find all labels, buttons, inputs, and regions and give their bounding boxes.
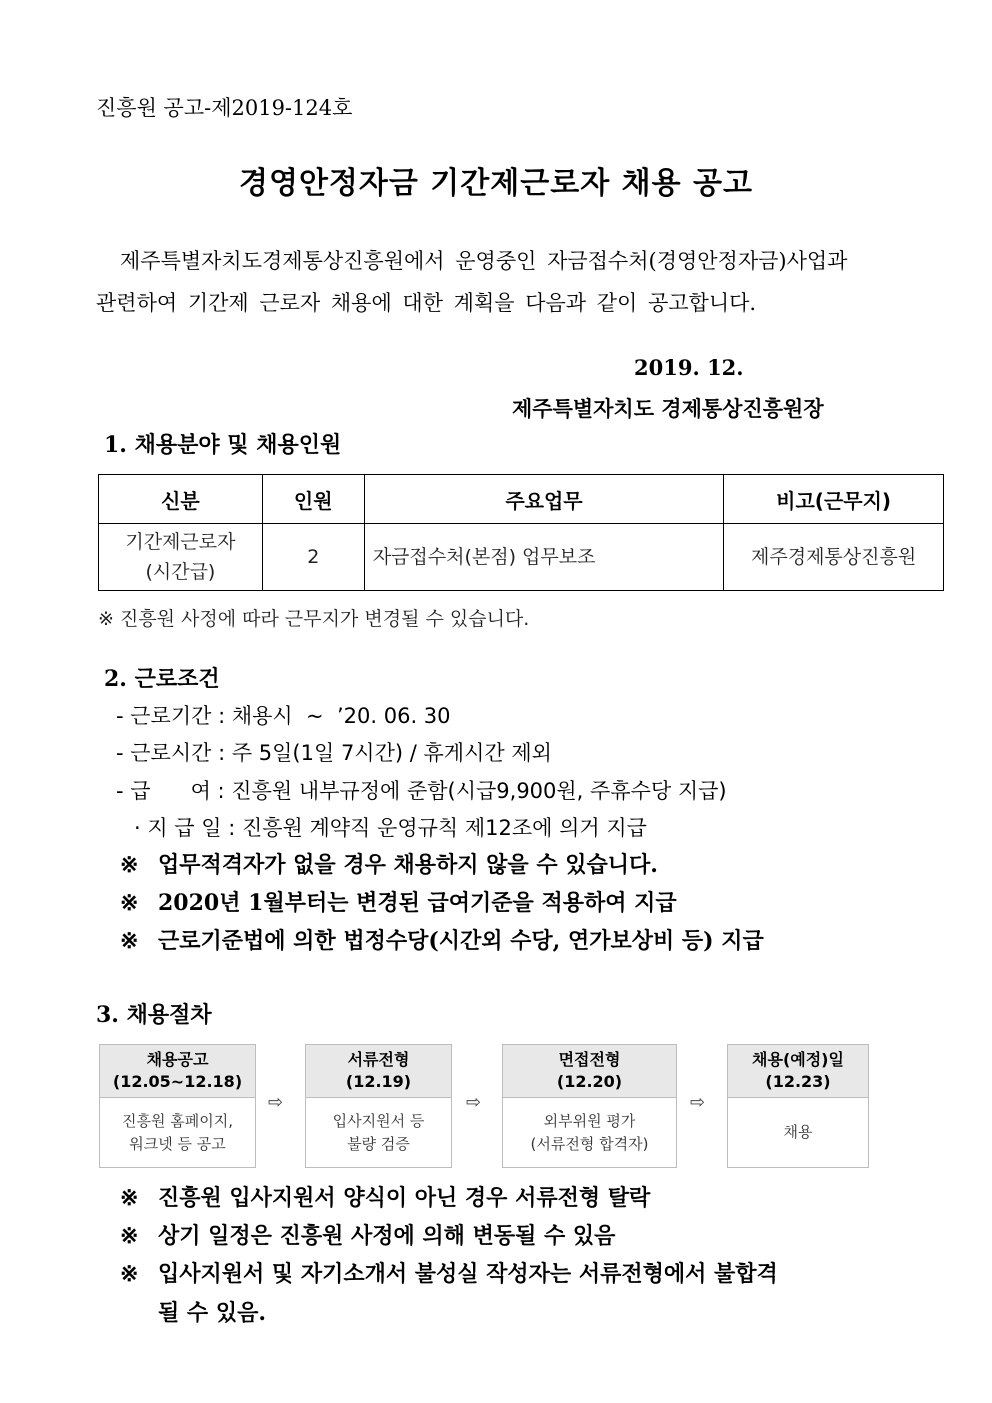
condition-note-3 xyxy=(120,924,764,955)
note-mark: ※ xyxy=(120,1261,139,1287)
step-hiring-date xyxy=(727,1044,869,1168)
step-desc: 외부위원 평가 xyxy=(543,1111,636,1130)
procedure-note-1 xyxy=(120,1181,650,1212)
step-period: (12.23) xyxy=(765,1072,831,1091)
intro-line-1: 제주특별자치도경제통상진흥원에서 운영중인 자금접수처(경영안정자금)사업과 xyxy=(120,249,848,273)
note-text: 업무적격자가 없을 경우 채용하지 않을 수 있습니다. xyxy=(158,852,658,878)
page-title: 경영안정자금 기간제근로자 채용 공고 xyxy=(238,166,753,201)
step-period: (12.05~12.18) xyxy=(112,1072,243,1091)
procedure-note-3 xyxy=(120,1257,778,1288)
step-desc: 워크넷 등 공고 xyxy=(129,1134,226,1153)
arrow-right-icon: ⇨ xyxy=(466,1092,482,1113)
table-row xyxy=(99,524,944,591)
note-mark: ※ xyxy=(120,928,139,954)
step-interview xyxy=(502,1044,677,1168)
cell-count: 2 xyxy=(262,524,364,591)
intro-paragraph xyxy=(96,240,911,324)
step-title: 서류전형 xyxy=(347,1050,410,1069)
note-text: 상기 일정은 진흥원 사정에 의해 변동될 수 있음 xyxy=(158,1223,616,1249)
arrow-right-icon: ⇨ xyxy=(690,1092,706,1113)
step-desc: 불량 검증 xyxy=(347,1134,410,1153)
section3-heading: 3. 채용절차 xyxy=(96,1002,212,1028)
table-note: ※ 진흥원 사정에 따라 근무지가 변경될 수 있습니다. xyxy=(98,608,530,630)
condition-note-2 xyxy=(120,886,677,917)
note-text: 2020년 1월부터는 변경된 급여기준을 적용하여 지급 xyxy=(158,890,677,916)
note-mark: ※ xyxy=(120,1223,139,1249)
table-header-row xyxy=(99,475,944,524)
condition-period: - 근로기간 : 채용시 ~ ’20. 06. 30 xyxy=(116,704,451,728)
step-desc: 채용 xyxy=(783,1123,813,1141)
arrow-right-icon: ⇨ xyxy=(268,1092,284,1113)
cell-duty: 자금접수처(본점) 업무보조 xyxy=(364,524,724,591)
step-desc: (서류전형 합격자) xyxy=(530,1134,649,1153)
note-text: 입사지원서 및 자기소개서 불성실 작성자는 서류전형에서 불합격 xyxy=(158,1261,778,1287)
condition-pay: - 급 여 : 진흥원 내부규정에 준함(시급9,900원, 주휴수당 지급) xyxy=(116,779,727,803)
cell-status xyxy=(99,524,263,591)
section2-heading: 2. 근로조건 xyxy=(104,666,220,692)
section1-heading: 1. 채용분야 및 채용인원 xyxy=(104,432,342,458)
step-desc: 입사지원서 등 xyxy=(332,1111,425,1130)
intro-line-2: 관련하여 기간제 근로자 채용에 대한 계획을 다음과 같이 공고합니다. xyxy=(96,291,757,315)
note-text: 근로기준법에 의한 법정수당(시간외 수당, 연가보상비 등) 지급 xyxy=(158,928,764,954)
condition-payday: · 지 급 일 : 진흥원 계약직 운영규칙 제12조에 의거 지급 xyxy=(134,816,647,840)
cell-location: 제주경제통상진흥원 xyxy=(724,524,944,591)
step-announcement xyxy=(99,1044,256,1168)
condition-hours: - 근로시간 : 주 5일(1일 7시간) / 휴게시간 제외 xyxy=(116,741,552,765)
step-title: 채용공고 xyxy=(146,1050,209,1069)
notice-date: 2019. 12. xyxy=(634,355,744,380)
step-title: 면접전형 xyxy=(558,1050,621,1069)
condition-note-1 xyxy=(120,848,658,879)
issuer: 제주특별자치도 경제통상진흥원장 xyxy=(512,396,824,421)
recruitment-table xyxy=(98,474,944,591)
procedure-note-2 xyxy=(120,1219,615,1250)
step-title: 채용(예정)일 xyxy=(752,1050,844,1069)
step-document-screening xyxy=(305,1044,452,1168)
note-mark: ※ xyxy=(120,852,139,878)
header-duty: 주요업무 xyxy=(364,475,724,524)
status-line-2: (시간급) xyxy=(145,561,216,583)
notice-number: 진흥원 공고-제2019-124호 xyxy=(96,96,353,120)
step-desc: 진흥원 홈페이지, xyxy=(122,1111,233,1130)
status-line-1: 기간제근로자 xyxy=(125,531,236,553)
note-mark: ※ xyxy=(120,890,139,916)
header-location: 비고(근무지) xyxy=(724,475,944,524)
note-mark: ※ xyxy=(120,1185,139,1211)
header-status: 신분 xyxy=(99,475,263,524)
note-text: 진흥원 입사지원서 양식이 아닌 경우 서류전형 탈락 xyxy=(158,1185,651,1211)
step-period: (12.20) xyxy=(556,1072,623,1091)
step-period: (12.19) xyxy=(345,1072,412,1091)
header-count: 인원 xyxy=(262,475,364,524)
procedure-note-3-continuation: 될 수 있음. xyxy=(158,1300,266,1326)
